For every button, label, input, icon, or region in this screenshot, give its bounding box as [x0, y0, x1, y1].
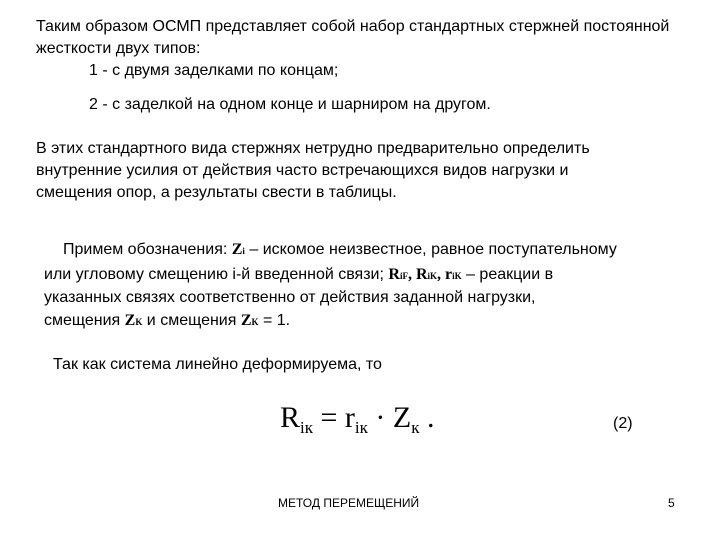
formula-r: r	[344, 401, 355, 434]
page-number: 5	[668, 496, 675, 510]
para3-line-2	[44, 264, 553, 287]
para3-text: и смещения	[142, 312, 241, 329]
formula	[280, 398, 435, 442]
intro-line-1: Таким образом ОСМП представляет собой набор стандартных стержней постоянной	[36, 18, 670, 35]
symbol-subscript: K	[135, 317, 143, 327]
formula-dot: ·	[367, 401, 393, 434]
para3-line-3: указанных связях соответственно от действия заданной нагрузки,	[44, 289, 536, 306]
symbol-z: Z	[231, 241, 243, 258]
intro-type-1: 1 - с двумя заделками по концам;	[89, 62, 339, 79]
para3-text: Примем обозначения:	[63, 241, 232, 258]
intro-line-2: жесткости двух типов:	[36, 40, 201, 57]
formula-R: R	[280, 401, 301, 434]
formula-Z: Z	[392, 401, 412, 434]
para2-line-2: внутренние усилия от действия часто встречающихся видов нагрузки и	[36, 162, 569, 179]
para3-line-1	[63, 239, 617, 262]
para3-line-4	[44, 310, 290, 333]
intro-type-2: 2 - с заделкой на одном конце и шарниром на другом.	[89, 96, 491, 113]
formula-subscript: iк	[300, 418, 313, 437]
para3-text: = 1.	[258, 312, 291, 329]
formula-end: .	[419, 401, 435, 434]
symbol-subscript: iK	[452, 271, 462, 281]
para4-line-1: Так как система линейно деформируема, то	[53, 356, 382, 373]
symbol-r: R	[388, 266, 400, 283]
symbol-separator: ,	[407, 266, 416, 283]
para3-text: смещения	[44, 312, 125, 329]
para2-line-1: В этих стандартного вида стержнях нетрудно предварительно определить	[36, 140, 590, 157]
para3-text: – реакции в	[461, 266, 554, 283]
symbol-subscript: K	[251, 317, 259, 327]
symbol-r: R	[415, 266, 428, 283]
symbol-z: Z	[240, 312, 252, 329]
symbol-subscript: iF	[399, 271, 408, 281]
equation-number: (2)	[613, 415, 633, 432]
formula-equals: =	[313, 401, 345, 434]
symbol-r-small: r	[445, 266, 453, 283]
symbol-z: Z	[124, 312, 136, 329]
para3-text: – искомое неизвестное, равное поступательному	[244, 241, 617, 258]
footer-title: МЕТОД ПЕРЕМЕЩЕНИЙ	[278, 496, 420, 510]
formula-subscript: к	[411, 418, 420, 437]
formula-subscript: iк	[354, 418, 368, 437]
symbol-subscript: i	[242, 246, 245, 256]
para2-line-3: смещения опор, а результаты свести в таблицы.	[36, 184, 397, 201]
para3-text: или угловому смещению i-й введенной связи;	[44, 266, 389, 283]
symbol-subscript: iK	[427, 271, 438, 281]
symbol-separator: ,	[437, 266, 446, 283]
